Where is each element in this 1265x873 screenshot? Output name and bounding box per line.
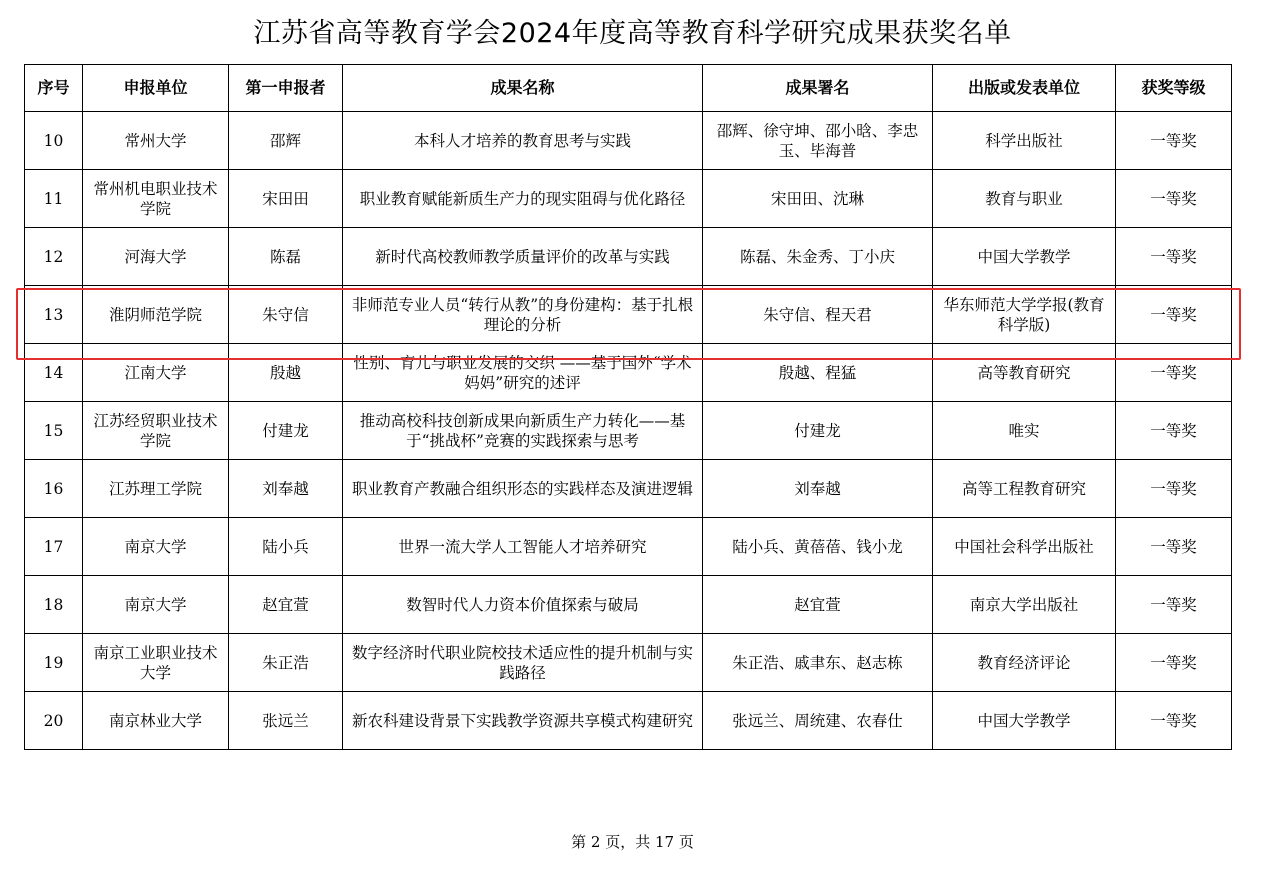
- table-row: [25, 692, 1232, 750]
- awards-table: [24, 64, 1232, 750]
- cell-authors: 邵辉、徐守坤、邵小晗、李忠玉、毕海普: [703, 112, 933, 170]
- cell-achievement-name: 职业教育产教融合组织形态的实践样态及演进逻辑: [343, 460, 703, 518]
- header-award-level: 获奖等级: [1116, 65, 1232, 112]
- cell-publisher: 科学出版社: [933, 112, 1116, 170]
- table-row: [25, 576, 1232, 634]
- cell-publisher: 中国大学教学: [933, 228, 1116, 286]
- table-row: [25, 228, 1232, 286]
- cell-first-applicant: 朱正浩: [229, 634, 343, 692]
- cell-achievement-name: 新时代高校教师教学质量评价的改革与实践: [343, 228, 703, 286]
- cell-index: 11: [25, 170, 83, 228]
- table-row: [25, 402, 1232, 460]
- table-header-row: [25, 65, 1232, 112]
- cell-achievement-name: 职业教育赋能新质生产力的现实阻碍与优化路径: [343, 170, 703, 228]
- cell-achievement-name: 数字经济时代职业院校技术适应性的提升机制与实践路径: [343, 634, 703, 692]
- cell-index: 14: [25, 344, 83, 402]
- cell-award-level: 一等奖: [1116, 634, 1232, 692]
- cell-first-applicant: 陆小兵: [229, 518, 343, 576]
- cell-applicant-unit: 南京大学: [83, 576, 229, 634]
- cell-achievement-name: 世界一流大学人工智能人才培养研究: [343, 518, 703, 576]
- table-row: [25, 170, 1232, 228]
- header-authors: 成果署名: [703, 65, 933, 112]
- header-first-applicant: 第一申报者: [229, 65, 343, 112]
- table-row: [25, 460, 1232, 518]
- cell-award-level: 一等奖: [1116, 286, 1232, 344]
- cell-authors: 付建龙: [703, 402, 933, 460]
- cell-first-applicant: 刘奉越: [229, 460, 343, 518]
- cell-achievement-name: 性别、育儿与职业发展的交织 ——基于国外“学术妈妈”研究的述评: [343, 344, 703, 402]
- cell-award-level: 一等奖: [1116, 518, 1232, 576]
- cell-publisher: 华东师范大学学报(教育科学版): [933, 286, 1116, 344]
- cell-first-applicant: 邵辉: [229, 112, 343, 170]
- cell-award-level: 一等奖: [1116, 112, 1232, 170]
- cell-publisher: 中国社会科学出版社: [933, 518, 1116, 576]
- table-row: [25, 634, 1232, 692]
- cell-publisher: 南京大学出版社: [933, 576, 1116, 634]
- cell-applicant-unit: 南京林业大学: [83, 692, 229, 750]
- cell-award-level: 一等奖: [1116, 170, 1232, 228]
- cell-index: 13: [25, 286, 83, 344]
- cell-authors: 陆小兵、黄蓓蓓、钱小龙: [703, 518, 933, 576]
- cell-achievement-name: 新农科建设背景下实践教学资源共享模式构建研究: [343, 692, 703, 750]
- table-row: [25, 518, 1232, 576]
- cell-first-applicant: 朱守信: [229, 286, 343, 344]
- cell-achievement-name: 非师范专业人员“转行从教”的身份建构：基于扎根理论的分析: [343, 286, 703, 344]
- cell-applicant-unit: 江苏经贸职业技术学院: [83, 402, 229, 460]
- cell-authors: 陈磊、朱金秀、丁小庆: [703, 228, 933, 286]
- cell-authors: 殷越、程猛: [703, 344, 933, 402]
- cell-first-applicant: 宋田田: [229, 170, 343, 228]
- cell-index: 15: [25, 402, 83, 460]
- table-row: [25, 344, 1232, 402]
- cell-authors: 刘奉越: [703, 460, 933, 518]
- cell-award-level: 一等奖: [1116, 576, 1232, 634]
- cell-publisher: 教育与职业: [933, 170, 1116, 228]
- cell-achievement-name: 本科人才培养的教育思考与实践: [343, 112, 703, 170]
- cell-index: 18: [25, 576, 83, 634]
- cell-index: 17: [25, 518, 83, 576]
- table-row: [25, 112, 1232, 170]
- cell-authors: 宋田田、沈琳: [703, 170, 933, 228]
- cell-index: 20: [25, 692, 83, 750]
- cell-authors: 朱正浩、戚聿东、赵志栋: [703, 634, 933, 692]
- cell-award-level: 一等奖: [1116, 228, 1232, 286]
- cell-publisher: 唯实: [933, 402, 1116, 460]
- cell-award-level: 一等奖: [1116, 692, 1232, 750]
- cell-first-applicant: 赵宜萱: [229, 576, 343, 634]
- cell-first-applicant: 张远兰: [229, 692, 343, 750]
- page-footer: 第 2 页，共 17 页: [571, 833, 694, 851]
- cell-index: 12: [25, 228, 83, 286]
- cell-applicant-unit: 常州机电职业技术学院: [83, 170, 229, 228]
- cell-award-level: 一等奖: [1116, 402, 1232, 460]
- cell-achievement-name: 数智时代人力资本价值探索与破局: [343, 576, 703, 634]
- cell-applicant-unit: 南京工业职业技术大学: [83, 634, 229, 692]
- header-achievement-name: 成果名称: [343, 65, 703, 112]
- cell-authors: 朱守信、程天君: [703, 286, 933, 344]
- cell-first-applicant: 陈磊: [229, 228, 343, 286]
- cell-award-level: 一等奖: [1116, 460, 1232, 518]
- cell-authors: 张远兰、周统建、农春仕: [703, 692, 933, 750]
- cell-applicant-unit: 淮阴师范学院: [83, 286, 229, 344]
- cell-authors: 赵宜萱: [703, 576, 933, 634]
- cell-index: 19: [25, 634, 83, 692]
- cell-first-applicant: 付建龙: [229, 402, 343, 460]
- cell-award-level: 一等奖: [1116, 344, 1232, 402]
- cell-applicant-unit: 南京大学: [83, 518, 229, 576]
- cell-applicant-unit: 江南大学: [83, 344, 229, 402]
- cell-index: 16: [25, 460, 83, 518]
- cell-publisher: 中国大学教学: [933, 692, 1116, 750]
- cell-first-applicant: 殷越: [229, 344, 343, 402]
- cell-publisher: 教育经济评论: [933, 634, 1116, 692]
- cell-publisher: 高等教育研究: [933, 344, 1116, 402]
- cell-applicant-unit: 常州大学: [83, 112, 229, 170]
- cell-applicant-unit: 河海大学: [83, 228, 229, 286]
- cell-publisher: 高等工程教育研究: [933, 460, 1116, 518]
- document-title: 江苏省高等教育学会2024年度高等教育科学研究成果获奖名单: [253, 18, 1012, 49]
- header-publisher: 出版或发表单位: [933, 65, 1116, 112]
- table-row-highlighted: [25, 286, 1232, 344]
- header-index: 序号: [25, 65, 83, 112]
- header-applicant-unit: 申报单位: [83, 65, 229, 112]
- cell-index: 10: [25, 112, 83, 170]
- cell-achievement-name: 推动高校科技创新成果向新质生产力转化——基于“挑战杯”竞赛的实践探索与思考: [343, 402, 703, 460]
- cell-applicant-unit: 江苏理工学院: [83, 460, 229, 518]
